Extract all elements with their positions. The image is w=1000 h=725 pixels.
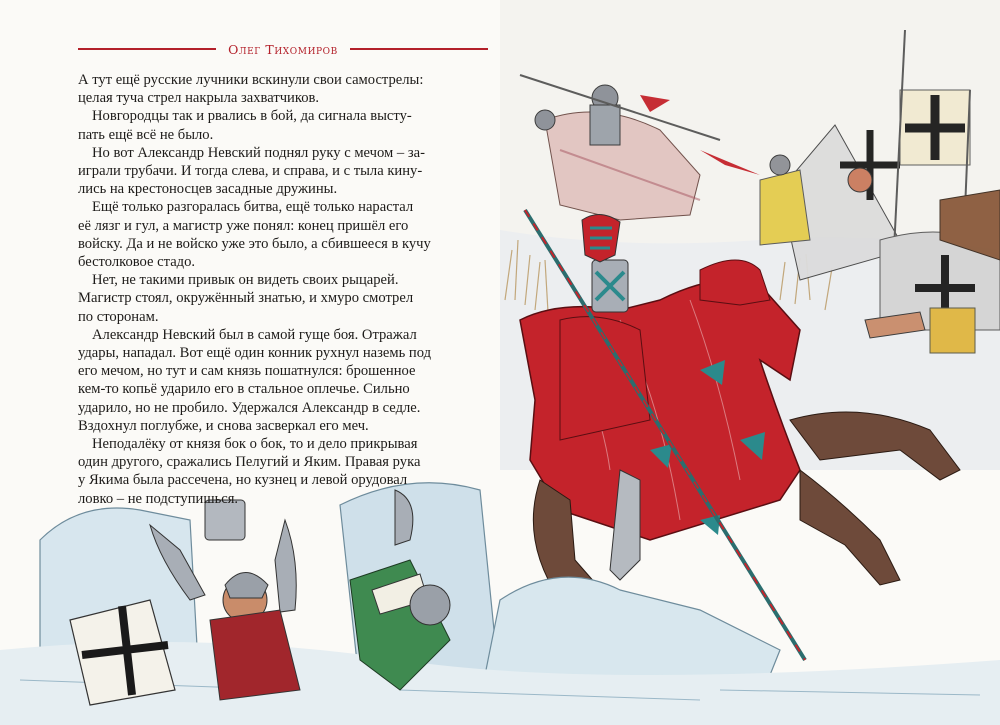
text-line: ударило, но не пробило. Удержался Александр в седле. [78, 399, 421, 416]
header-rule-right [350, 48, 488, 50]
text-line: Магистр стоял, окружённый знатью, и хмуро смотрел [78, 290, 414, 307]
header-author: Олег Тихомиров [228, 41, 338, 57]
text-line: её лязг и гул, а магистр уже понял: конец пришёл его [78, 217, 409, 234]
text-line: войску. Да и не войско уже это было, а сбившееся в кучу [78, 235, 431, 252]
paragraph [78, 144, 490, 199]
text-line: лись на крестоносцев засадные дружины. [78, 181, 338, 198]
text-line: один другого, сражались Пелугий и Яким. Правая рука [78, 454, 421, 471]
text-line: играли трубачи. И тогда слева, и справа, и с тыла кину- [78, 163, 423, 180]
paragraph [78, 107, 490, 143]
text-line: пать ещё всё не было. [78, 126, 214, 143]
text-line: его мечом, но тут и сам князь пошатнулся: брошенное [78, 363, 416, 380]
running-header [78, 40, 488, 58]
text-line: Неподалёку от князя бок о бок, то и дело прикрывая [92, 436, 418, 453]
text-line: Но вот Александр Невский поднял руку с мечом – за- [92, 144, 425, 161]
text-line: удары, нападал. Вот ещё один конник рухнул наземь под [78, 345, 432, 362]
text-line: Ещё только разгоралась битва, ещё только нарастал [92, 199, 414, 216]
text-line: ловко – не подступишься. [78, 490, 239, 507]
text-line: бестолковое стадо. [78, 254, 196, 271]
paragraph [78, 271, 490, 326]
header-rule-left [78, 48, 216, 50]
body-text [78, 71, 490, 508]
text-line: Александр Невский был в самой гуще боя. Отражал [92, 326, 417, 343]
text-line: целая туча стрел накрыла захватчиков. [78, 90, 320, 107]
paragraph [78, 71, 490, 107]
paragraph [78, 198, 490, 271]
text-line: Вздохнул поглубже, и снова засверкал его меч. [78, 417, 369, 434]
text-line: Нет, не такими привык он видеть своих рыцарей. [92, 272, 399, 289]
text-line: у Якима была рассечена, но кузнец и левой орудовал [78, 472, 408, 489]
text-line: по сторонам. [78, 308, 159, 325]
text-line: Новгородцы так и рвались в бой, да сигнала высту- [92, 108, 412, 125]
paragraph [78, 326, 490, 435]
text-line: А тут ещё русские лучники вскинули свои самострелы: [78, 72, 424, 88]
text-line: кем-то копьё ударило его в стальное оплечье. Сильно [78, 381, 410, 398]
paragraph [78, 435, 490, 508]
